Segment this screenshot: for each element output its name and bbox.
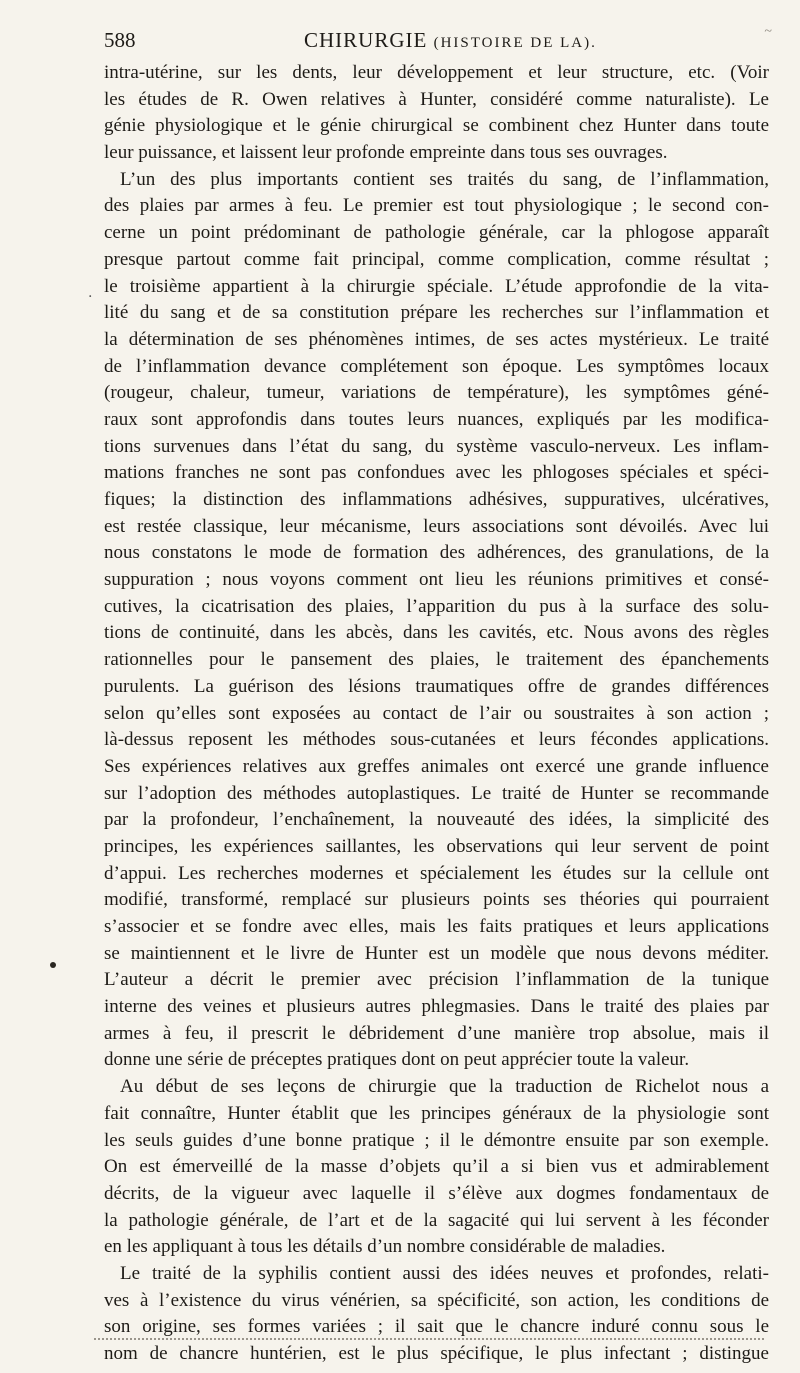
text-line: interne des veines et plusieurs autres phlegmasies. Dans le traité des plaies par — [104, 996, 769, 1018]
text-line: cerne un point prédominant de pathologie générale, car la phlogose apparaît — [104, 222, 769, 244]
page-number: 588 — [104, 28, 136, 52]
text-line: tions de continuité, dans les abcès, dans les cavités, etc. Nous avons des règles — [104, 622, 769, 644]
text-line: son origine, ses formes variées ; il sait que le chancre induré connu sous le — [104, 1316, 769, 1338]
text-line: Le traité de la syphilis contient aussi des idées neuves et profondes, relati- — [120, 1262, 769, 1284]
text-line: nom de chancre huntérien, est le plus spécifique, le plus infectant ; distingue — [104, 1343, 769, 1364]
running-title-main: CHIRURGIE — [304, 28, 428, 52]
text-line: de l’inflammation devance complétement son époque. Les symptômes locaux — [104, 355, 769, 377]
text-line: mations franches ne sont pas confondues avec les phlogoses spéciales et spéci- — [104, 462, 769, 484]
text-line: fait connaître, Hunter établit que les principes généraux de la physiologie sont — [104, 1102, 769, 1124]
text-line: cutives, la cicatrisation des plaies, l’apparition du pus à la surface des solu- — [104, 595, 769, 617]
text-line: L’un des plus importants contient ses traités du sang, de l’inflammation, — [120, 168, 769, 190]
text-line: le troisième appartient à la chirurgie spéciale. L’étude approfondie de la vita- — [104, 275, 769, 297]
text-line: Ses expériences relatives aux greffes animales ont exercé une grande influence — [104, 755, 769, 777]
margin-bullet — [50, 962, 56, 968]
text-line: les seuls guides d’une bonne pratique ; il le démontre ensuite par son exemple. — [104, 1129, 769, 1151]
text-line: suppuration ; nous voyons comment ont lieu les réunions primitives et consé- — [104, 569, 769, 591]
text-line: sur l’adoption des méthodes autoplastiques. Le traité de Hunter se recommande — [104, 782, 769, 804]
text-line: là-dessus reposent les méthodes sous-cutanées et leurs fécondes applications. — [104, 729, 769, 751]
text-line: nous constatons le mode de formation des adhérences, des granulations, de la — [104, 542, 769, 564]
text-line: fiques; la distinction des inflammations adhésives, suppuratives, ulcératives, — [104, 489, 769, 510]
margin-dot: . — [88, 285, 93, 301]
text-line: intra-utérine, sur les dents, leur développement et leur structure, etc. (Voir — [104, 62, 769, 83]
body-text — [104, 60, 769, 1368]
text-line: est restée classique, leur mécanisme, leurs associations sont dévoilés. Avec lui — [104, 515, 769, 537]
text-line: purulents. La guérison des lésions traumatiques offre de grandes différences — [104, 675, 769, 697]
text-line: selon qu’elles sont exposées au contact de l’air ou soustraites à son action ; — [104, 702, 769, 724]
running-title-sub: (HISTOIRE DE LA). — [433, 35, 597, 51]
text-line: armes à feu, il prescrit le débridement d’une manière trop absolue, mais il — [104, 1022, 769, 1044]
text-line: génie physiologique et le génie chirurgical se combinent chez Hunter dans toute — [104, 115, 769, 137]
text-line: tions survenues dans l’état du sang, du système vasculo-nerveux. Les inflam- — [104, 435, 769, 457]
text-line: en les appliquant à tous les détails d’un nombre considérable de maladies. — [104, 1236, 666, 1258]
text-line: L’auteur a décrit le premier avec précision l’inflammation de la tunique — [104, 969, 769, 991]
text-line: (rougeur, chaleur, tumeur, variations de température), les symptômes géné- — [104, 382, 769, 404]
text-line: décrits, de la vigueur avec laquelle il s’élève aux dogmes fondamentaux de — [104, 1182, 769, 1204]
text-line: On est émerveillé de la masse d’objets qu’il a si bien vus et admirablement — [104, 1156, 769, 1178]
running-title — [304, 28, 597, 53]
page-header — [104, 24, 772, 56]
text-line: ves à l’existence du virus vénérien, sa spécificité, son action, les conditions de — [104, 1289, 769, 1311]
text-line: principes, les expériences saillantes, les observations qui leur servent de point — [104, 835, 769, 857]
text-line: modifié, transformé, remplacé sur plusieurs points ses théories qui pourraient — [104, 889, 769, 911]
text-line: raux sont approfondis dans toutes leurs nuances, expliqués par les modifica- — [104, 408, 769, 430]
text-line: la détermination de ses phénomènes intimes, de ses actes mystérieux. Le traité — [104, 328, 769, 350]
text-line: les études de R. Owen relatives à Hunter, considéré comme naturaliste). Le — [104, 88, 769, 110]
text-line: donne une série de préceptes pratiques dont on peut apprécier toute la valeur. — [104, 1049, 690, 1071]
text-line: des plaies par armes à feu. Le premier est tout physiologique ; le second con- — [104, 195, 769, 217]
text-line: se maintiennent et le livre de Hunter est un modèle que nous devons méditer. — [104, 942, 769, 964]
text-line: par la profondeur, l’enchaînement, la nouveauté des idées, la simplicité des — [104, 809, 769, 831]
footer-dotted-rule — [94, 1338, 764, 1340]
text-line: leur puissance, et laissent leur profonde empreinte dans tous ses ouvrages. — [104, 142, 668, 164]
text-line: s’associer et se fondre avec elles, mais les faits pratiques et leurs applications — [104, 916, 769, 937]
text-line: la pathologie générale, de l’art et de la sagacité qui lui servent à les féconder — [104, 1209, 769, 1231]
text-line: rationnelles pour le pansement des plaies, le traitement des épanchements — [104, 649, 769, 671]
text-line: d’appui. Les recherches modernes et spécialement les études sur la cellule ont — [104, 862, 769, 884]
corner-mark: ~ — [764, 24, 772, 39]
text-line: lité du sang et de sa constitution prépare les recherches sur l’inflammation et — [104, 302, 769, 324]
text-line: Au début de ses leçons de chirurgie que la traduction de Richelot nous a — [120, 1076, 769, 1098]
text-line: presque partout comme fait principal, comme complication, comme résultat ; — [104, 248, 769, 270]
